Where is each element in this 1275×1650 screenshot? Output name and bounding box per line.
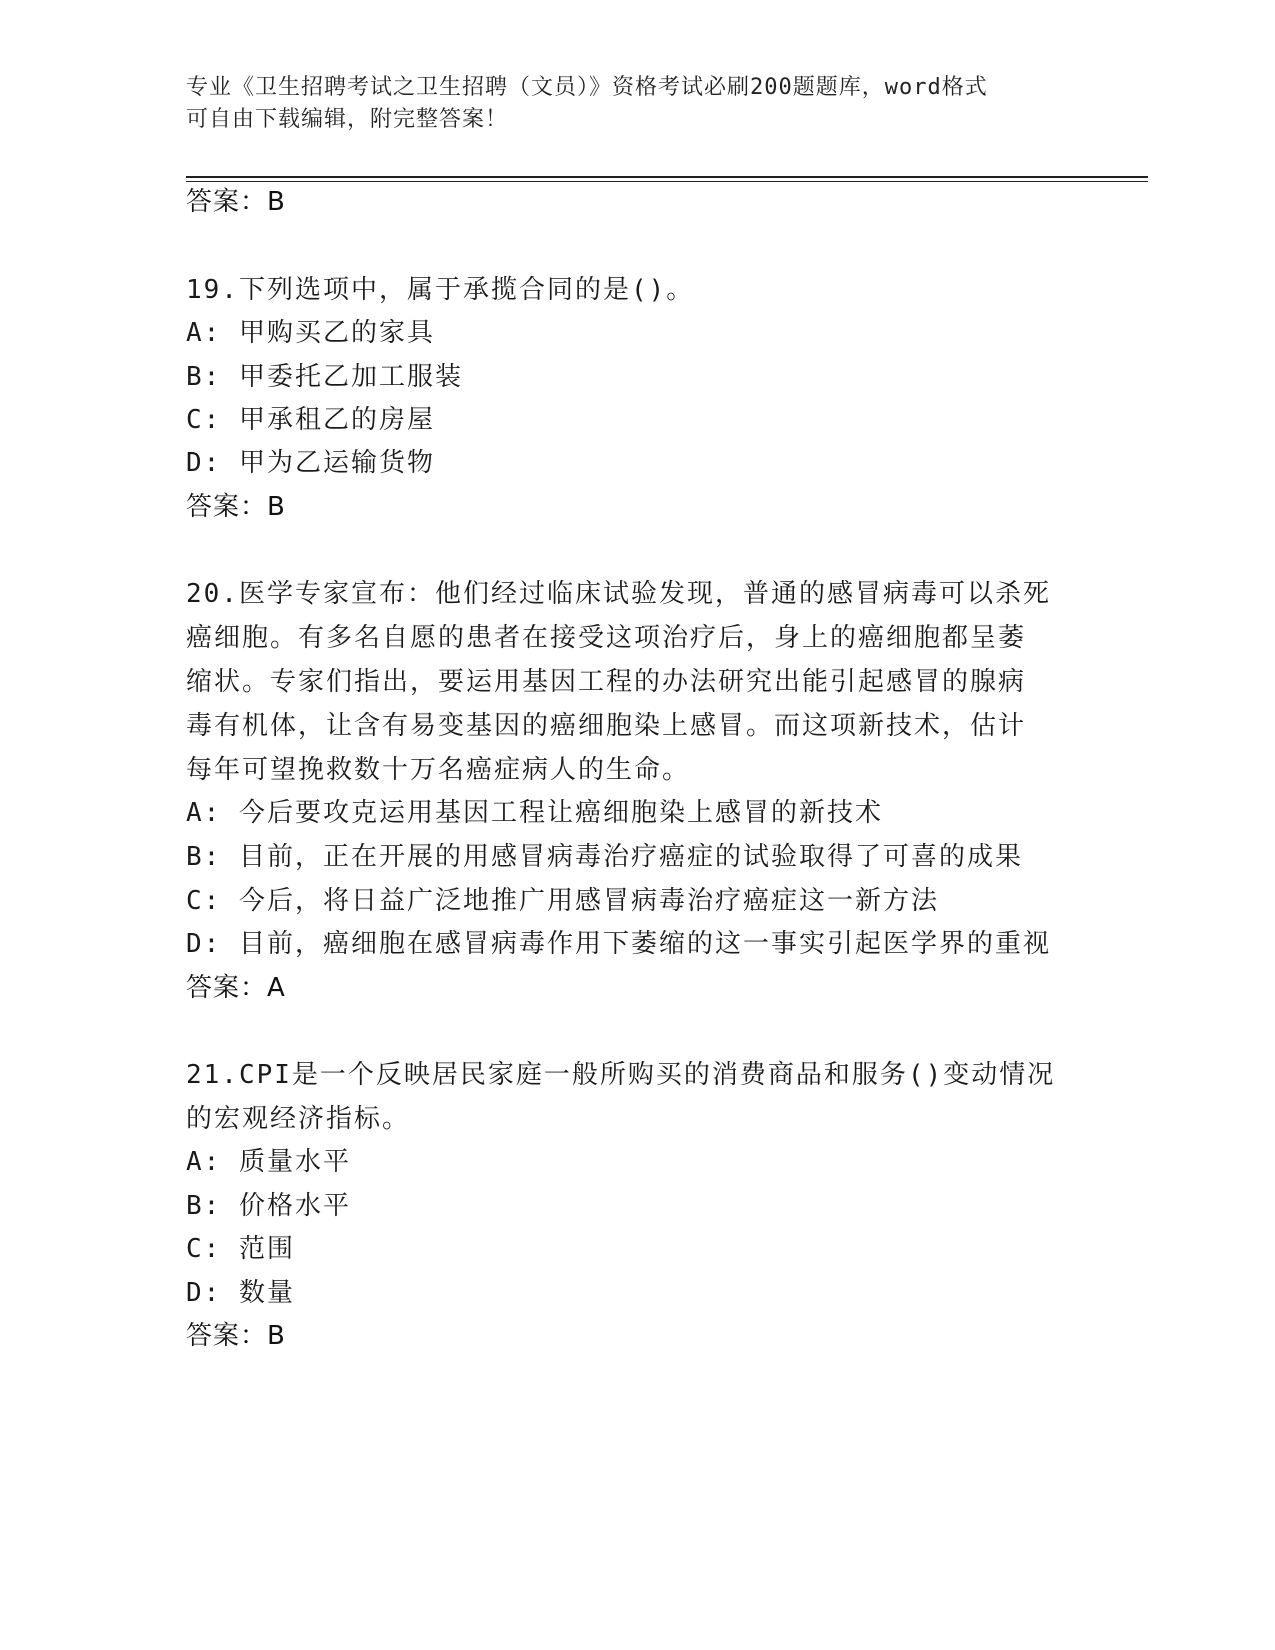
question-20-answer: 答案：A (186, 973, 286, 1003)
question-19-stem: 19.下列选项中，属于承揽合同的是()。 (186, 275, 695, 305)
question-20-stem-line-5: 每年可望挽救数十万名癌症病人的生命。 (186, 755, 691, 785)
question-20-option-d: D: 目前，癌细胞在感冒病毒作用下萎缩的这一事实引起医学界的重视 (186, 929, 1051, 959)
question-21-option-a: A: 质量水平 (186, 1147, 351, 1177)
question-20-option-a: A: 今后要攻克运用基因工程让癌细胞染上感冒的新技术 (186, 798, 883, 828)
question-21-stem-line-2: 的宏观经济指标。 (186, 1104, 411, 1134)
header-line-2: 可自由下载编辑，附完整答案！ (186, 107, 509, 132)
question-19-answer: 答案：B (186, 492, 286, 522)
question-19-option-b: B: 甲委托乙加工服装 (186, 362, 463, 392)
question-20-stem-line-1: 20.医学专家宣布：他们经过临床试验发现，普通的感冒病毒可以杀死 (186, 579, 1051, 609)
question-21-answer: 答案：B (186, 1321, 286, 1351)
question-21-option-b: B: 价格水平 (186, 1191, 351, 1221)
question-19-option-c: C: 甲承租乙的房屋 (186, 405, 435, 435)
question-21-stem-line-1: 21.CPI是一个反映居民家庭一般所购买的消费商品和服务()变动情况 (186, 1060, 1056, 1090)
header-line-1: 专业《卫生招聘考试之卫生招聘（文员）》资格考试必刷200题题库，word格式 (186, 75, 988, 100)
answer-line: 答案：B (186, 187, 286, 217)
question-19-option-d: D: 甲为乙运输货物 (186, 448, 435, 478)
question-19-option-a: A: 甲购买乙的家具 (186, 318, 435, 348)
page-header (186, 72, 1066, 136)
question-21-option-d: D: 数量 (186, 1278, 295, 1308)
header-divider-thin (186, 181, 1148, 182)
question-20-stem-line-2: 癌细胞。有多名自愿的患者在接受这项治疗后，身上的癌细胞都呈萎 (186, 623, 1027, 653)
question-20-option-c: C: 今后，将日益广泛地推广用感冒病毒治疗癌症这一新方法 (186, 886, 939, 916)
question-20-stem-line-4: 毒有机体，让含有易变基因的癌细胞染上感冒。而这项新技术，估计 (186, 711, 1027, 741)
question-21-option-c: C: 范围 (186, 1234, 295, 1264)
question-20-option-b: B: 目前，正在开展的用感冒病毒治疗癌症的试验取得了可喜的成果 (186, 842, 1023, 872)
question-20-stem-line-3: 缩状。专家们指出，要运用基因工程的办法研究出能引起感冒的腺病 (186, 667, 1027, 697)
header-divider-thick (186, 176, 1148, 178)
